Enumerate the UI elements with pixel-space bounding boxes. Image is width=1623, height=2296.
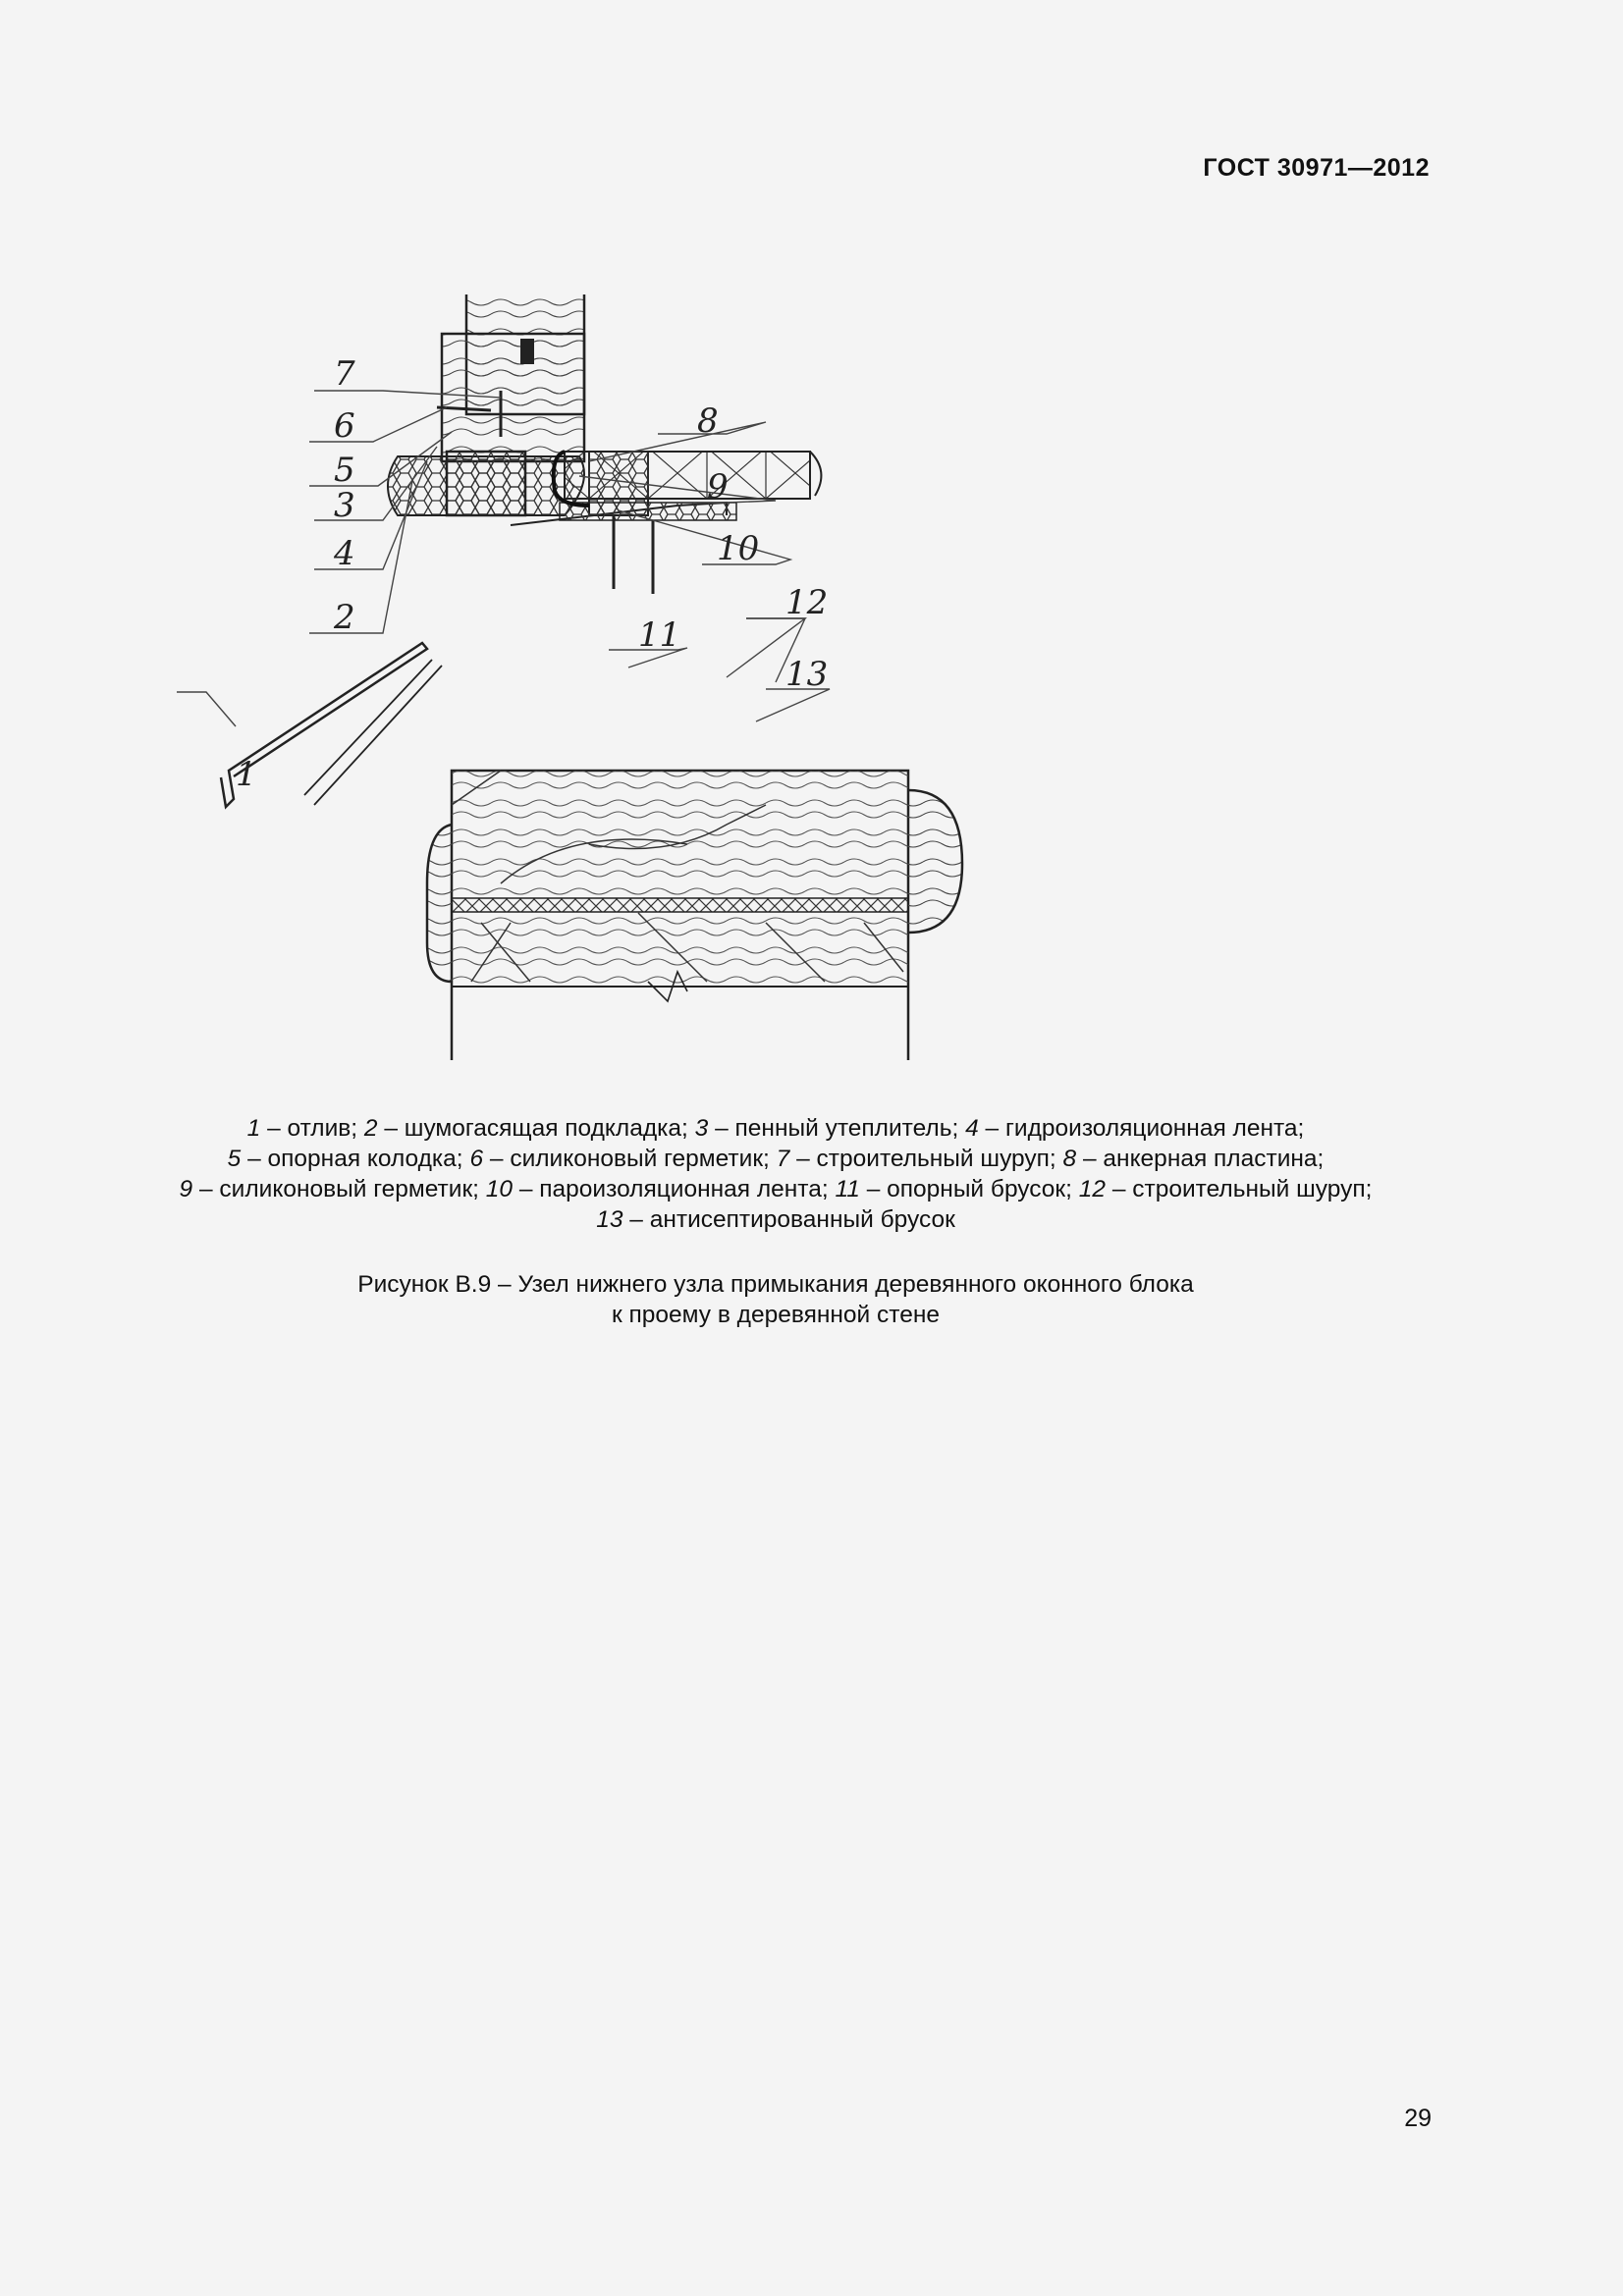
legend-num: 9 bbox=[179, 1176, 193, 1202]
caption-line-1: Рисунок В.9 – Узел нижнего узла примыкания деревянного оконного блока bbox=[357, 1271, 1194, 1298]
legend-line-1 bbox=[108, 1113, 1443, 1144]
legend-line-4 bbox=[108, 1204, 1443, 1235]
legend-num: 8 bbox=[1062, 1146, 1077, 1172]
callout-4: 4 bbox=[334, 534, 355, 573]
callout-13: 13 bbox=[785, 655, 829, 694]
legend-text: – пенный утеплитель; bbox=[708, 1115, 966, 1142]
legend-text: – силиконовый герметик; bbox=[483, 1146, 777, 1172]
callout-6: 6 bbox=[334, 406, 355, 446]
legend-num: 13 bbox=[596, 1206, 623, 1233]
legend-text: – антисептированный брусок bbox=[622, 1206, 955, 1233]
document-standard-header: ГОСТ 30971—2012 bbox=[1203, 154, 1430, 182]
window-sill-section-svg bbox=[177, 294, 1276, 1060]
callout-8: 8 bbox=[697, 401, 719, 441]
legend-num: 3 bbox=[694, 1115, 709, 1142]
legend-text: – силиконовый герметик; bbox=[192, 1176, 486, 1202]
legend-text: – анкерная пластина; bbox=[1076, 1146, 1325, 1172]
legend-num: 4 bbox=[965, 1115, 979, 1142]
callout-12: 12 bbox=[785, 583, 829, 622]
legend-num: 7 bbox=[776, 1146, 790, 1172]
legend-text: – опорная колодка; bbox=[241, 1146, 470, 1172]
callout-11: 11 bbox=[638, 615, 681, 655]
callout-2: 2 bbox=[334, 598, 355, 637]
legend-num: 12 bbox=[1078, 1176, 1107, 1202]
legend-num: 6 bbox=[469, 1146, 484, 1172]
legend-line-3 bbox=[108, 1174, 1443, 1204]
legend-text: – строительный шуруп; bbox=[1106, 1176, 1373, 1202]
page-number: 29 bbox=[1404, 2105, 1432, 2132]
legend-text: – шумогасящая подкладка; bbox=[377, 1115, 695, 1142]
callout-3: 3 bbox=[334, 486, 355, 525]
legend-text: – строительный шуруп; bbox=[789, 1146, 1063, 1172]
callout-5: 5 bbox=[334, 451, 355, 490]
legend-num: 2 bbox=[363, 1115, 378, 1142]
legend-text: – отлив; bbox=[260, 1115, 364, 1142]
legend-num: 1 bbox=[246, 1115, 261, 1142]
legend-text: – гидроизоляционная лента; bbox=[978, 1115, 1305, 1142]
caption-line-2: к проему в деревянной стене bbox=[611, 1302, 940, 1328]
callout-1: 1 bbox=[236, 755, 257, 794]
wall-beam bbox=[452, 771, 908, 1060]
technical-drawing bbox=[177, 294, 1276, 1060]
figure-legend bbox=[108, 1113, 1443, 1235]
callout-10: 10 bbox=[717, 529, 760, 568]
legend-num: 11 bbox=[835, 1176, 860, 1202]
callout-9: 9 bbox=[707, 467, 729, 507]
legend-num: 10 bbox=[485, 1176, 514, 1202]
legend-num: 5 bbox=[227, 1146, 242, 1172]
legend-text: – опорный брусок; bbox=[859, 1176, 1079, 1202]
callout-7: 7 bbox=[334, 354, 355, 394]
legend-text: – пароизоляционная лента; bbox=[513, 1176, 836, 1202]
legend-line-2 bbox=[108, 1144, 1443, 1174]
window-frame bbox=[442, 294, 584, 461]
figure-caption bbox=[108, 1269, 1443, 1330]
